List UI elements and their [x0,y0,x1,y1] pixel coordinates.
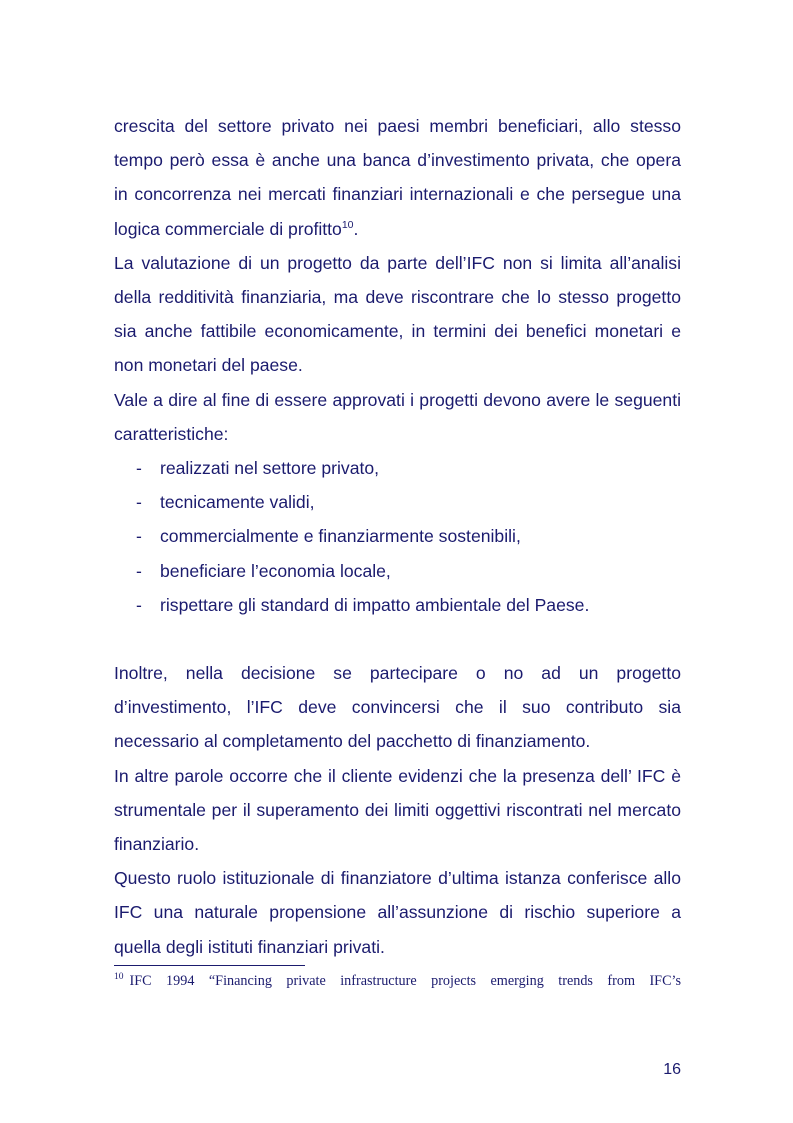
body-text [114,109,681,964]
list-dash: - [136,492,142,513]
list-dash: - [136,594,142,615]
paragraph-6: Questo ruolo istituzionale di finanziatore d’ultima istanza conferisce allo IFC una naturale propensione all’assunzione di rischio superiore a quella degli istituti finanziari privati. [114,868,681,957]
paragraph-spacer [114,622,681,656]
paragraph-4: Inoltre, nella decisione se partecipare o no ad un progetto d’investimento, l’IFC deve convincersi che il suo contributo sia necessario al completamento del pacchetto di finanziamento. [114,663,681,752]
list-item-text: beneficiare l’economia locale, [160,560,391,581]
list-dash: - [136,560,142,581]
paragraph-1 [114,109,681,246]
page-number: 16 [663,1061,681,1078]
list-dash: - [136,458,142,479]
list-item [114,554,681,588]
list-item [114,451,681,485]
footnote [114,971,681,991]
paragraph-1-end: . [353,218,359,239]
list-item [114,519,681,553]
list-item-text: tecnicamente validi, [160,492,315,513]
list-item [114,588,681,622]
paragraph-1-text: crescita del settore privato nei paesi membri beneficiari, allo stesso tempo però essa è anche una banca d’investimento privata, che opera in concorrenza nei mercati finanziari internazionali e che persegue una logica commerciale di profitto [114,116,681,239]
paragraph-5: In altre parole occorre che il cliente evidenzi che la presenza dell’ IFC è strumentale per il superamento dei limiti oggettivi riscontrati nel mercato finanziario. [114,765,681,855]
list-item-text: commercialmente e finanziarmente sostenibili, [160,526,521,547]
list-dash: - [136,526,142,547]
list-item [114,485,681,519]
footnote-separator [114,965,305,966]
paragraph-3: Vale a dire al fine di essere approvati i progetti devono avere le seguenti caratteristiche: [114,389,681,444]
footnote-reference[interactable]: 10 [341,218,354,231]
list-item-text: realizzati nel settore privato, [160,458,380,479]
footnote-text: IFC 1994 “Financing private infrastructure projects emerging trends from IFC’s [129,973,681,989]
criteria-list [114,451,681,622]
paragraph-2: La valutazione di un progetto da parte dell’IFC non si limita all’analisi della redditività finanziaria, ma deve riscontrare che lo stesso progetto sia anche fattibile economicamente, in termini dei benefici monetari e non monetari del paese. [114,252,681,376]
footnote-number: 10 [114,972,124,983]
list-item-text: rispettare gli standard di impatto ambientale del Paese. [160,594,590,615]
